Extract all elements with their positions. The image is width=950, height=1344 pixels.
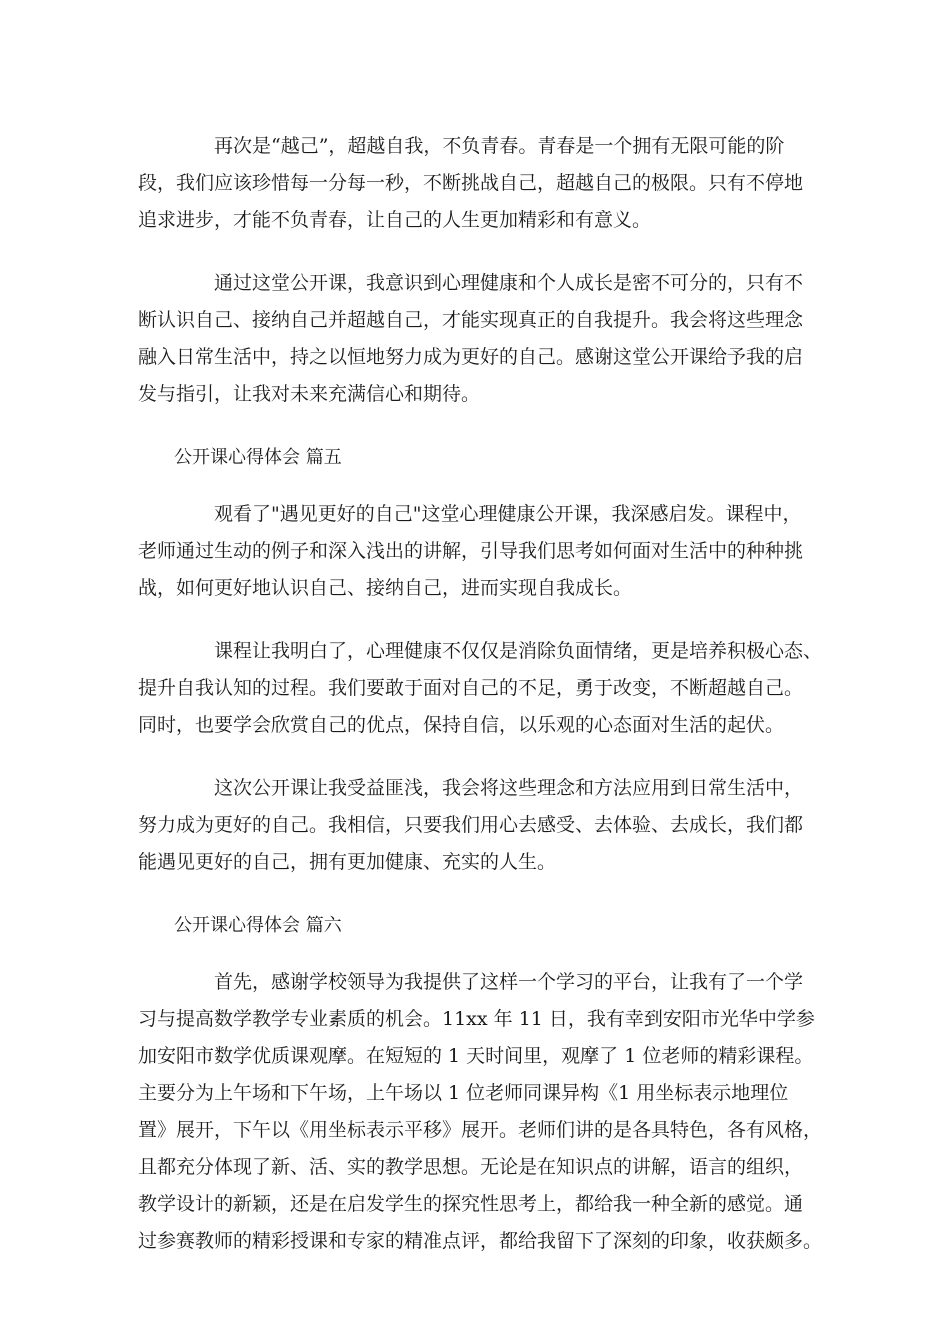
text-line: 通过这堂公开课，我意识到心理健康和个人成长是密不可分的，只有不 [214, 272, 804, 294]
text-line: 断认识自己、接纳自己并超越自己，才能实现真正的自我提升。我会将这些理念 [138, 309, 804, 331]
section-heading: 公开课心得体会 篇六 [174, 915, 342, 936]
text-line: 努力成为更好的自己。我相信，只要我们用心去感受、去体验、去成长，我们都 [138, 814, 804, 836]
paragraph [138, 633, 822, 744]
text-line: 观看了"遇见更好的自己"这堂心理健康公开课，我深感启发。课程中， [214, 503, 802, 525]
text-line: 发与指引，让我对未来充满信心和期待。 [138, 383, 481, 405]
document-body [138, 128, 822, 1286]
text-line: 再次是“越己”，超越自我，不负青春。青春是一个拥有无限可能的阶 [214, 135, 785, 157]
text-line: 首先，感谢学校领导为我提供了这样一个学习的平台，让我有了一个学 [214, 971, 804, 993]
paragraph [138, 496, 822, 607]
text-line: 老师通过生动的例子和深入浅出的讲解，引导我们思考如何面对生活中的种种挑 [138, 540, 804, 562]
text-line: 提升自我认知的过程。我们要敢于面对自己的不足，勇于改变，不断超越自己。 [138, 677, 804, 699]
text-line: 课程让我明白了，心理健康不仅仅是消除负面情绪，更是培养积极心态、 [214, 640, 823, 662]
paragraph [138, 128, 822, 239]
paragraph [138, 964, 822, 1260]
section-heading: 公开课心得体会 篇五 [174, 447, 342, 468]
text-line: 追求进步，才能不负青春，让自己的人生更加精彩和有意义。 [138, 209, 652, 231]
text-line: 且都充分体现了新、活、实的教学思想。无论是在知识点的讲解，语言的组织， [138, 1156, 804, 1178]
text-line: 段，我们应该珍惜每一分每一秒，不断挑战自己，超越自己的极限。只有不停地 [138, 172, 804, 194]
text-line: 加安阳市数学优质课观摩。在短短的 1 天时间里，观摩了 1 位老师的精彩课程。 [138, 1045, 814, 1067]
text-line: 能遇见更好的自己，拥有更加健康、充实的人生。 [138, 851, 557, 873]
text-line: 主要分为上午场和下午场，上午场以 1 位老师同课异构《1 用坐标表示地理位 [138, 1082, 789, 1104]
paragraph [138, 770, 822, 881]
text-line: 战，如何更好地认识自己、接纳自己，进而实现自我成长。 [138, 577, 633, 599]
text-line: 融入日常生活中，持之以恒地努力成为更好的自己。感谢这堂公开课给予我的启 [138, 346, 804, 368]
text-line: 习与提高数学教学专业素质的机会。11xx 年 11 日，我有幸到安阳市光华中学参 [138, 1008, 815, 1030]
text-line: 置》展开，下午以《用坐标表示平移》展开。老师们讲的是各具特色，各有风格， [138, 1119, 823, 1141]
text-line: 同时，也要学会欣赏自己的优点，保持自信，以乐观的心态面对生活的起伏。 [138, 714, 785, 736]
text-line: 过参赛教师的精彩授课和专家的精准点评，都给我留下了深刻的印象，收获颇多。 [138, 1230, 823, 1252]
paragraph [138, 265, 822, 413]
text-line: 教学设计的新颖，还是在启发学生的探究性思考上，都给我一种全新的感觉。通 [138, 1193, 804, 1215]
text-line: 这次公开课让我受益匪浅，我会将这些理念和方法应用到日常生活中， [214, 777, 804, 799]
